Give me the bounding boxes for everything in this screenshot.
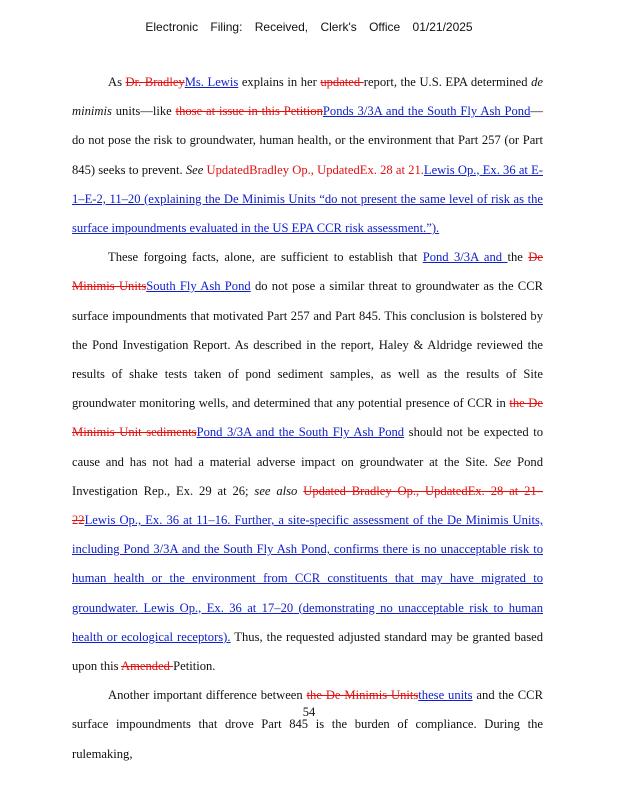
changed-text: Ex. 28 at 21. [359, 162, 424, 177]
italic-term: de minimis [72, 75, 543, 119]
text: and the CCR surface impoundments that drove Part 845 is the burden of compliance. During the rulemaking, [72, 688, 543, 761]
changed-text: Bradley Op., Updated [249, 162, 360, 177]
citation-signal: See [493, 454, 512, 469]
text: Another important difference between [108, 688, 307, 703]
deletion: those at issue in this Petition [175, 104, 323, 119]
deletion: Dr. Bradley [125, 75, 185, 89]
paragraph-2 [72, 243, 543, 681]
text: As [108, 75, 126, 89]
deletion: De Minimis Units [72, 250, 543, 294]
filing-header: Electronic Filing: Received, Clerk's Office 01/21/2025 [145, 20, 473, 34]
text: the [507, 250, 529, 265]
insertion: these units [418, 688, 473, 703]
insertion: Lewis Op., Ex. 36 at E-1–E-2, 11–20 (explaining the De Minimis Units “do not present the same level of risk as the surface impoundments evaluated in the US EPA CCR risk assessment.”). [72, 162, 543, 236]
paragraph-3 [72, 681, 543, 769]
citation-signal: see also [254, 483, 298, 498]
paragraph-1 [72, 68, 543, 243]
deletion: updated [320, 75, 364, 89]
text: do not pose a similar threat to groundwater as the CCR surface impoundments that motivated Part 257 and Part 845. This conclusion is bolstered by the Pond Investigation Report. As described in the report, Haley & Aldridge reviewed the results of shake tests taken of pond sediment samples, as well as the results of Site groundwater monitoring wells, and determined that any potential presence of CCR in [72, 279, 543, 411]
text: should not be expected to cause and has not had a material adverse impact on groundwater at the Site. [72, 425, 543, 469]
citation-signal: See [185, 162, 204, 177]
deletion: the De Minimis Units [306, 688, 419, 703]
insertion: South Fly Ash Pond [146, 279, 251, 294]
text: Pond Investigation Rep., Ex. 29 at 26; [72, 454, 544, 498]
insertion: Ms. Lewis [184, 75, 239, 89]
text: units—like [111, 104, 176, 119]
insertion: Pond 3/3A and the South Fly Ash Pond [196, 425, 405, 440]
text: These forgoing facts, alone, are sufficient to establish that [108, 250, 423, 265]
insertion: Lewis Op., Ex. 36 at 11–16. Further, a site-specific assessment of the De Minimis Units, including Pond 3/3A and the South Fly Ash Pond, confirms there is no unacceptable risk to human health or the environment from CCR constituents that may have migrated to groundwater. Lewis Op., Ex. 36 at 17–20 (demonstrating no unacceptable risk to human health or ecological receptors). [72, 513, 543, 644]
deletion: the De Minimis Unit sediments [72, 396, 543, 440]
text: —do not pose the risk to groundwater, human health, or the environment that Part 257 (or Part 845) seeks to prevent. [72, 104, 543, 177]
text: report, the U.S. EPA determined [363, 75, 532, 89]
text: explains in her [238, 75, 321, 89]
deletion: Amended [121, 659, 174, 674]
text: Thus, the requested adjusted standard may be granted based upon this [72, 629, 543, 674]
deletion: Updated Bradley Op., UpdatedEx. 28 at 21–22 [72, 483, 543, 528]
page-number: 54 [302, 705, 316, 719]
changed-text: Updated [203, 162, 250, 177]
document-body [72, 68, 543, 769]
insertion: Pond 3/3A and [422, 250, 508, 265]
text: Petition. [173, 659, 216, 674]
insertion: Ponds 3/3A and the South Fly Ash Pond [322, 104, 531, 119]
